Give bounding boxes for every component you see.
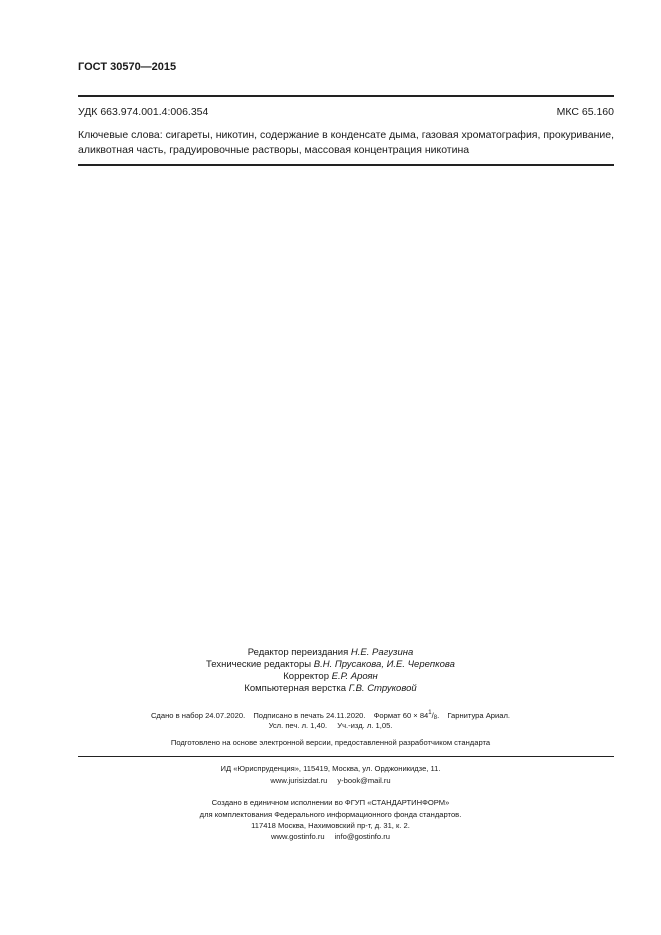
signed-date: Подписано в печать 24.11.2020. [253,711,366,720]
publisher-address: ИД «Юриспруденция», 115419, Москва, ул. Орджоникидзе, 11. [220,764,441,773]
submitted-date: Сдано в набор 24.07.2020. [150,711,246,720]
editor-line [0,647,661,659]
printed-sheets: Усл. печ. л. 1,40. [268,721,328,730]
tech-editors-line [0,659,661,671]
imprint-divider [78,756,614,757]
edition-sheets: Уч.-изд. л. 1,05. [337,721,393,730]
producer-line: Создано в единичном исполнении во ФГУП «СТАНДАРТИНФОРМ» [211,798,450,807]
corrector-name: Е.Р. Ароян [331,671,378,682]
layout-label: Компьютерная верстка [244,683,347,694]
mks-code: МКС 65.160 [556,106,614,118]
prepared-note: Подготовлено на основе электронной версии, предоставленной разработчиком стандарта [170,738,491,747]
keywords-divider [78,164,614,166]
layout-line [0,683,661,695]
format-suffix: . [437,711,440,720]
publisher-email-link[interactable]: y-book@mail.ru [337,776,391,785]
editor-label: Редактор переиздания [247,647,349,658]
producer-contacts [0,832,661,841]
standard-code: ГОСТ 30570—2015 [78,61,177,73]
publisher-site-link[interactable]: www.jurisizdat.ru [270,776,328,785]
keywords-text: Ключевые слова: сигареты, никотин, содержание в конденсате дыма, газовая хроматография, прокуривание, аликвотная часть, градуировочные растворы, массовая концентрация никотина [78,129,614,156]
tech-editors-names: В.Н. Прусакова, И.Е. Черепкова [313,659,455,670]
print-details [0,710,661,721]
producer-site-link[interactable]: www.gostinfo.ru [270,832,325,841]
paper-format: Формат $60 \times 84^1/_8$. [373,710,440,721]
publisher-contacts [0,776,661,785]
fund-line: для комплектования Федерального информационного фонда стандартов. [199,810,462,819]
producer-address: 117418 Москва, Нахимовский пр-т, д. 31, к. 2. [251,821,410,830]
typeface: Гарнитура Ариал. [447,711,511,720]
corrector-label: Корректор [283,671,329,682]
udk-code: УДК 663.974.001.4:006.354 [78,106,209,118]
producer-email-link[interactable]: info@gostinfo.ru [334,832,391,841]
format-denominator: 8 [433,715,438,721]
tech-editors-label: Технические редакторы [206,659,312,670]
format-prefix: Формат 60 × 84 [373,711,429,720]
sheet-details [0,721,661,730]
editor-name: Н.Е. Рагузина [350,647,414,658]
top-divider [78,95,614,97]
corrector-line [0,671,661,683]
format-numerator: 1 [428,710,432,716]
layout-name: Г.В. Струковой [348,683,417,694]
